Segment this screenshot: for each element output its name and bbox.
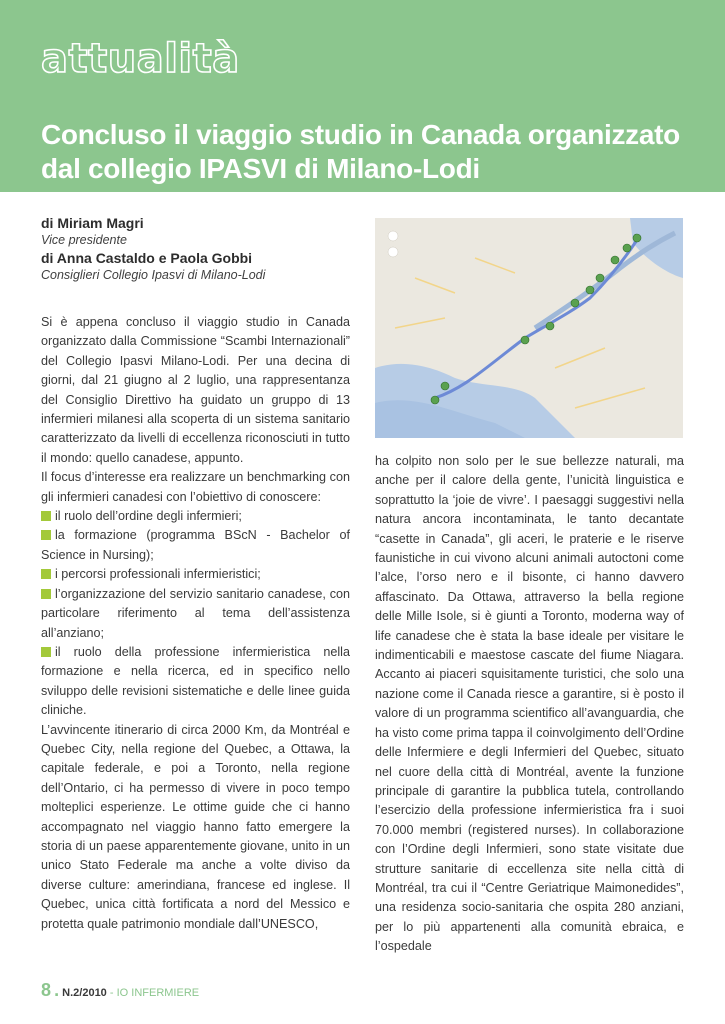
author-1: di Miriam Magri (41, 215, 144, 231)
list-item-text: i percorsi professionali infermieristici; (55, 567, 261, 582)
list-item-text: l’organizzazione del servizio sanitario canadese, con particolare riferimento al tema dell’assistenza all’anziano; (41, 586, 350, 640)
list-item (41, 565, 350, 584)
page-number: 8 (41, 980, 52, 1000)
byline (41, 214, 361, 284)
issue-number: N.2/2010 (62, 987, 107, 999)
bullet-square-icon (41, 569, 51, 579)
magazine-name: IO INFERMIERE (116, 987, 200, 999)
right-paragraph: ha colpito non solo per le sue bellezze naturali, ma anche per il calore della gente, l’unicità linguistica e soprattutto la ‘joie de vivre’. I paesaggi suggestivi nella natura ancora incontaminata, le tanto decantate “casette in Canada”, gli aceri, le praterie e le riserve faunistiche in cui vivono alcuni animali autoctoni come l’alce, l’orso nero e il bisonte, ci hanno davvero affascinato. Da Ottawa, attraverso la bella regione delle Mille Isole, si è giunti a Toronto, moderna way of life canadese che è stata la base ideale per visitare le indimenticabili e maestose cascate del fiume Niagara. Accanto ai piaceri squisitamente turistici, che solo una nazione come il Canada riesce a garantire, si è posto il valore di un programma scientifico all’avanguardia, che ha visto come prima tappa il coinvolgimento dell’Ordine delle Infermiere e degli Infermieri del Quebec, situato nel cuore della città di Montréal, avente la funzione principale di garantire la pubblica tutela, controllando l’esercizio della professione infermieristica fra i suoi 70.000 membri (registered nurses). In collaborazione con l’Ordine degli Infermieri, sono state visitate due strutture sanitarie di eccellenza site nella città di Montréal, tra cui il “Centre Geriatrique Maimonedides”, una residenza socio-sanitaria che ospita 280 anziani, per lo più appartenenti alla comunità ebraica, e l’ospedale (375, 454, 684, 954)
itinerary-paragraph: L’avvincente itinerario di circa 2000 Km, da Montréal e Quebec City, nella regione del Quebec, a Ottawa, la capitale federale, e poi a Toronto, nella regione dell’Ontario, ci ha permesso di vivere in poco tempo molteplici esperienze. Le ottime guide che ci hanno accompagnato nel viaggio hanno fatto emergere la storia di un paese apparentemente giovane, unito in un unico Stato Federale ma anche a volte diviso da diverse culture: amerindiana, francese ed inglese. Il Quebec, unica città fortificata a nord del Messico e protetta quale patrimonio mondiale dall’UNESCO, (41, 722, 350, 931)
section-title: attualità (41, 36, 240, 82)
list-item (41, 643, 350, 721)
author-2-role: Consiglieri Collegio Ipasvi di Milano-Lodi (41, 268, 266, 282)
author-2: di Anna Castaldo e Paola Gobbi (41, 250, 253, 266)
list-item (41, 526, 350, 565)
right-column (375, 452, 684, 957)
author-1-role: Vice presidente (41, 233, 127, 247)
header-band (0, 0, 725, 192)
list-item-text: il ruolo dell’ordine degli infermieri; (55, 509, 242, 524)
map-graphic (375, 218, 683, 438)
list-item (41, 585, 350, 643)
footer-separator: - (106, 987, 117, 999)
bullet-square-icon (41, 589, 51, 599)
article-headline: Concluso il viaggio studio in Canada organizzato dal collegio IPASVI di Milano-Lodi (41, 119, 680, 184)
route-map-image (375, 218, 683, 438)
bullet-square-icon (41, 511, 51, 521)
list-item-text: il ruolo della professione infermieristica nella formazione e nella ricerca, ed in specifico nello sviluppo delle revisioni sistematiche e delle linee guida cliniche. (41, 644, 350, 718)
bullet-square-icon (41, 530, 51, 540)
page-number-dot: . (54, 980, 60, 1000)
list-item-text: la formazione (programma BScN - Bachelor of Science in Nursing); (41, 528, 350, 562)
focus-paragraph: Il focus d’interesse era realizzare un benchmarking con gli infermieri canadesi con l’obiettivo di conoscere: (41, 470, 350, 504)
intro-paragraph: Si è appena concluso il viaggio studio in Canada organizzato dalla Commissione “Scambi Internazionali” del Collegio Ipasvi Milano-Lodi. Per una decina di giorni, dal 21 giugno al 2 luglio, una rappresentanza del Consiglio Direttivo ha guidato un gruppo di 13 infermieri milanesi alla scoperta di un sistema sanitario caratterizzato da livelli di eccellenza riconosciuti in tutto il mondo: quello canadese, appunto. (41, 315, 350, 465)
left-column (41, 313, 350, 934)
page-footer (41, 980, 199, 1001)
bullet-square-icon (41, 647, 51, 657)
list-item (41, 507, 350, 526)
